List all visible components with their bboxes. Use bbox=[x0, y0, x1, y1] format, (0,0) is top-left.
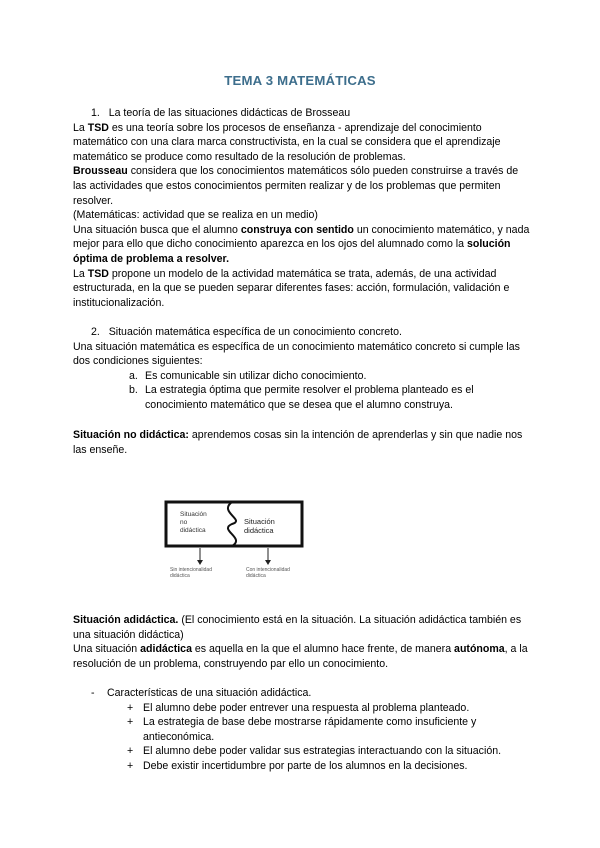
bullet-marker: + bbox=[127, 745, 134, 758]
term-construya: construya con sentido bbox=[240, 223, 354, 236]
text: La bbox=[73, 267, 88, 280]
bullet-marker: + bbox=[127, 701, 134, 714]
section-2-heading bbox=[73, 325, 533, 340]
tsd-model-paragraph bbox=[73, 267, 533, 311]
text: propone un modelo de la actividad matemática se trata, además, de una actividad estructurada, en la que se pueden separar diferentes fases: acción, formulación, validación e institucionalización. bbox=[73, 267, 510, 309]
list-text: La estrategia óptima que permite resolver el problema planteado es el conocimiento matemático que se desea que el alumno construya. bbox=[145, 384, 474, 411]
list-text: Debe existir incertidumbre por parte de los alumnos en la decisiones. bbox=[143, 759, 468, 772]
section-2-heading-text: Situación matemática específica de un conocimiento concreto. bbox=[108, 326, 402, 338]
diagram-divider bbox=[228, 502, 236, 546]
text: un conocimiento matemático, y nada mejor para ello que dicho conocimiento aparezca en los ojos del alumnado como la bbox=[73, 223, 530, 251]
list-item bbox=[73, 701, 533, 716]
tsd-definition bbox=[73, 121, 533, 165]
section-2 bbox=[73, 325, 533, 413]
no-didactic-paragraph bbox=[73, 428, 533, 457]
list-item bbox=[73, 369, 533, 384]
section-1-number: 1. bbox=[91, 107, 100, 119]
term-tsd: TSD bbox=[87, 121, 109, 134]
list-text: La estrategia de base debe mostrarse rápidamente como insuficiente y antieconómica. bbox=[143, 716, 477, 743]
brousseau-paragraph bbox=[73, 164, 533, 208]
situation-diagram bbox=[160, 500, 310, 582]
bullet-marker: + bbox=[127, 716, 134, 729]
text: es aquella en la que el alumno hace frente, de manera bbox=[191, 643, 455, 656]
text: , a la resolución de un problema, construyendo par ello un conocimiento. bbox=[73, 643, 528, 670]
text: Una situación busca que el alumno bbox=[73, 223, 241, 236]
text: La bbox=[73, 121, 88, 134]
list-label: a. bbox=[129, 369, 138, 382]
list-text: El alumno debe poder entrever una respuesta al problema planteado. bbox=[143, 701, 470, 714]
term-adidactica-inline: adidáctica bbox=[140, 643, 192, 656]
list-item bbox=[73, 383, 533, 412]
term-adidactica: Situación adidáctica. bbox=[73, 614, 179, 626]
diagram-right-label: Situación didáctica bbox=[244, 517, 275, 535]
term-no-didactica: Situación no didáctica: bbox=[73, 429, 189, 441]
section-2-number: 2. bbox=[91, 326, 100, 338]
section-1-heading bbox=[73, 106, 533, 121]
section-1 bbox=[73, 106, 533, 310]
diagram-left-arrowhead bbox=[197, 560, 203, 565]
list-item bbox=[73, 759, 533, 774]
adidactic-paragraph bbox=[73, 642, 533, 671]
diagram-left-caption: Sin intencionalidad didáctica bbox=[170, 567, 212, 579]
page-title: TEMA 3 MATEMÁTICAS bbox=[224, 73, 376, 88]
term-brousseau: Brousseau bbox=[73, 165, 128, 178]
term-solucion: solución óptima de problema a resolver. bbox=[73, 238, 511, 265]
text: es una teoría sobre los procesos de enseñanza - aprendizaje del conocimiento matemático con una clara marca constructivista, en la cual se considera que el aprendizaje matemático se produce como resultado de la resolución de problemas. bbox=[73, 121, 501, 163]
diagram-right-arrowhead bbox=[265, 560, 271, 565]
term-tsd: TSD bbox=[87, 267, 109, 280]
diagram-right-caption: Con intencionalidad didáctica bbox=[246, 567, 290, 579]
section-1-heading-text: La teoría de las situaciones didácticas de Brosseau bbox=[108, 107, 351, 119]
characteristics-list bbox=[73, 686, 533, 774]
characteristics-heading bbox=[73, 686, 533, 701]
characteristics-heading-text: Características de una situación adidáctica. bbox=[107, 687, 312, 699]
text: (El conocimiento está en la situación. La situación adidáctica también es una situación didáctica) bbox=[73, 614, 522, 641]
diagram-left-label: Situación no didáctica bbox=[180, 511, 207, 534]
text: aprendemos cosas sin la intención de aprenderlas y sin que nadie nos las enseñe. bbox=[73, 429, 523, 456]
specific-situation-paragraph: Una situación matemática es específica de un conocimiento matemático concreto si cumple las dos condiciones siguientes: bbox=[73, 340, 520, 368]
dash-marker: - bbox=[91, 687, 95, 699]
text: considera que los conocimientos matemáticos sólo pueden construirse a través de las actividades que estos conocimientos permiten realizar y de los problemas que permiten resolver. bbox=[73, 165, 519, 207]
list-label: b. bbox=[129, 384, 138, 397]
list-item bbox=[73, 715, 533, 744]
bullet-marker: + bbox=[127, 759, 134, 772]
term-autonoma: autónoma bbox=[454, 643, 505, 656]
math-note: (Matemáticas: actividad que se realiza en un medio) bbox=[73, 209, 318, 222]
adidactic-definition bbox=[73, 613, 533, 642]
list-item bbox=[73, 744, 533, 759]
section-adidactic bbox=[73, 613, 533, 671]
situation-paragraph bbox=[73, 223, 533, 267]
text: Una situación bbox=[73, 643, 141, 656]
list-text: El alumno debe poder validar sus estrategias interactuando con la situación. bbox=[143, 745, 502, 758]
list-text: Es comunicable sin utilizar dicho conocimiento. bbox=[145, 369, 367, 382]
